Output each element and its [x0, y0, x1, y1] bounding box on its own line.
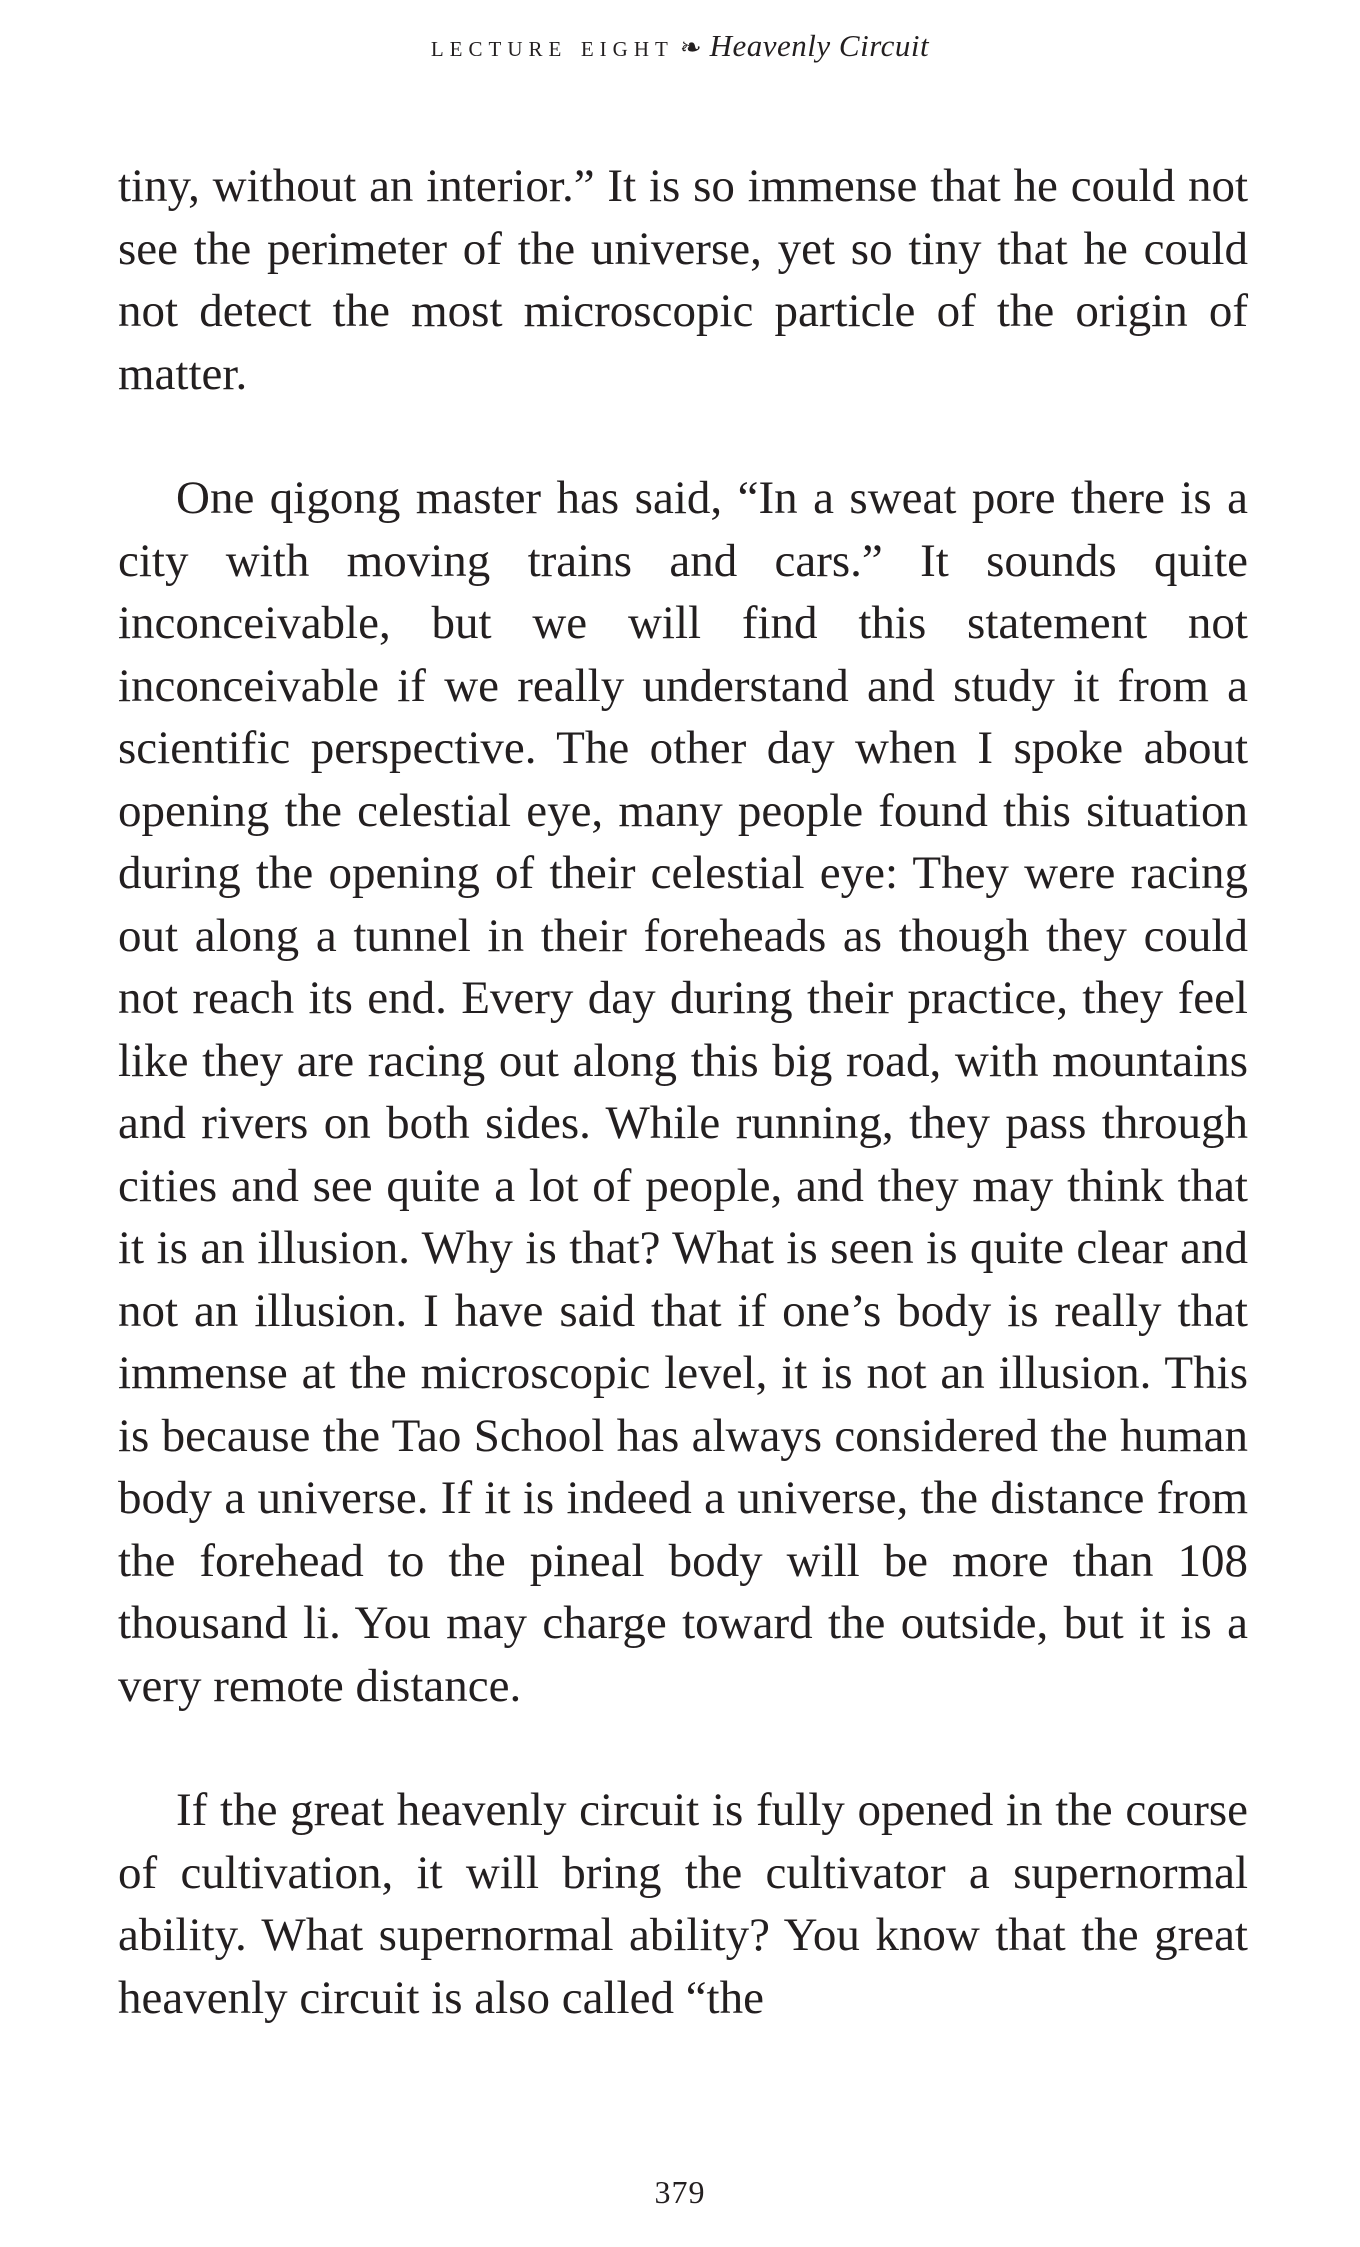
fleuron-icon: ❧	[679, 33, 702, 62]
paragraph-2: One qigong master has said, “In a sweat pore there is a city with moving trains and cars.” It sounds quite inconceivable, but we will find this statement not inconceivable if we really understand and study it from a scientific perspective. The other day when I spoke about opening the celestial eye, many people found this situation during the opening of their celestial eye: They were racing out along a tunnel in their foreheads as though they could not reach its end. Every day during their practice, they feel like they are racing out along this big road, with mountains and rivers on both sides. While running, they pass through cities and see quite a lot of people, and they may think that it is an illusion. Why is that? What is seen is quite clear and not an illusion. I have said that if one’s body is really that immense at the microscopic level, it is not an illusion. This is because the Tao School has always considered the human body a universe. If it is indeed a universe, the distance from the forehead to the pineal body will be more than 108 thousand li. You may charge toward the outside, but it is a very remote distance.	[118, 472, 1248, 1712]
body-text	[118, 155, 1248, 2029]
running-head	[0, 28, 1360, 64]
running-head-section: Heavenly Circuit	[709, 28, 930, 63]
page-number: 379	[654, 2174, 706, 2210]
paragraph-1: tiny, without an interior.” It is so immense that he could not see the perimeter of the universe, yet so tiny that he could not detect the most microscopic particle of the origin of matter.	[118, 160, 1248, 400]
paragraph-3: If the great heavenly circuit is fully opened in the course of cultivation, it will bring the cultivator a supernormal ability. What supernormal ability? You know that the great heavenly circuit is also called “the	[118, 1784, 1248, 2024]
running-head-chapter: lecture eight	[430, 30, 674, 63]
